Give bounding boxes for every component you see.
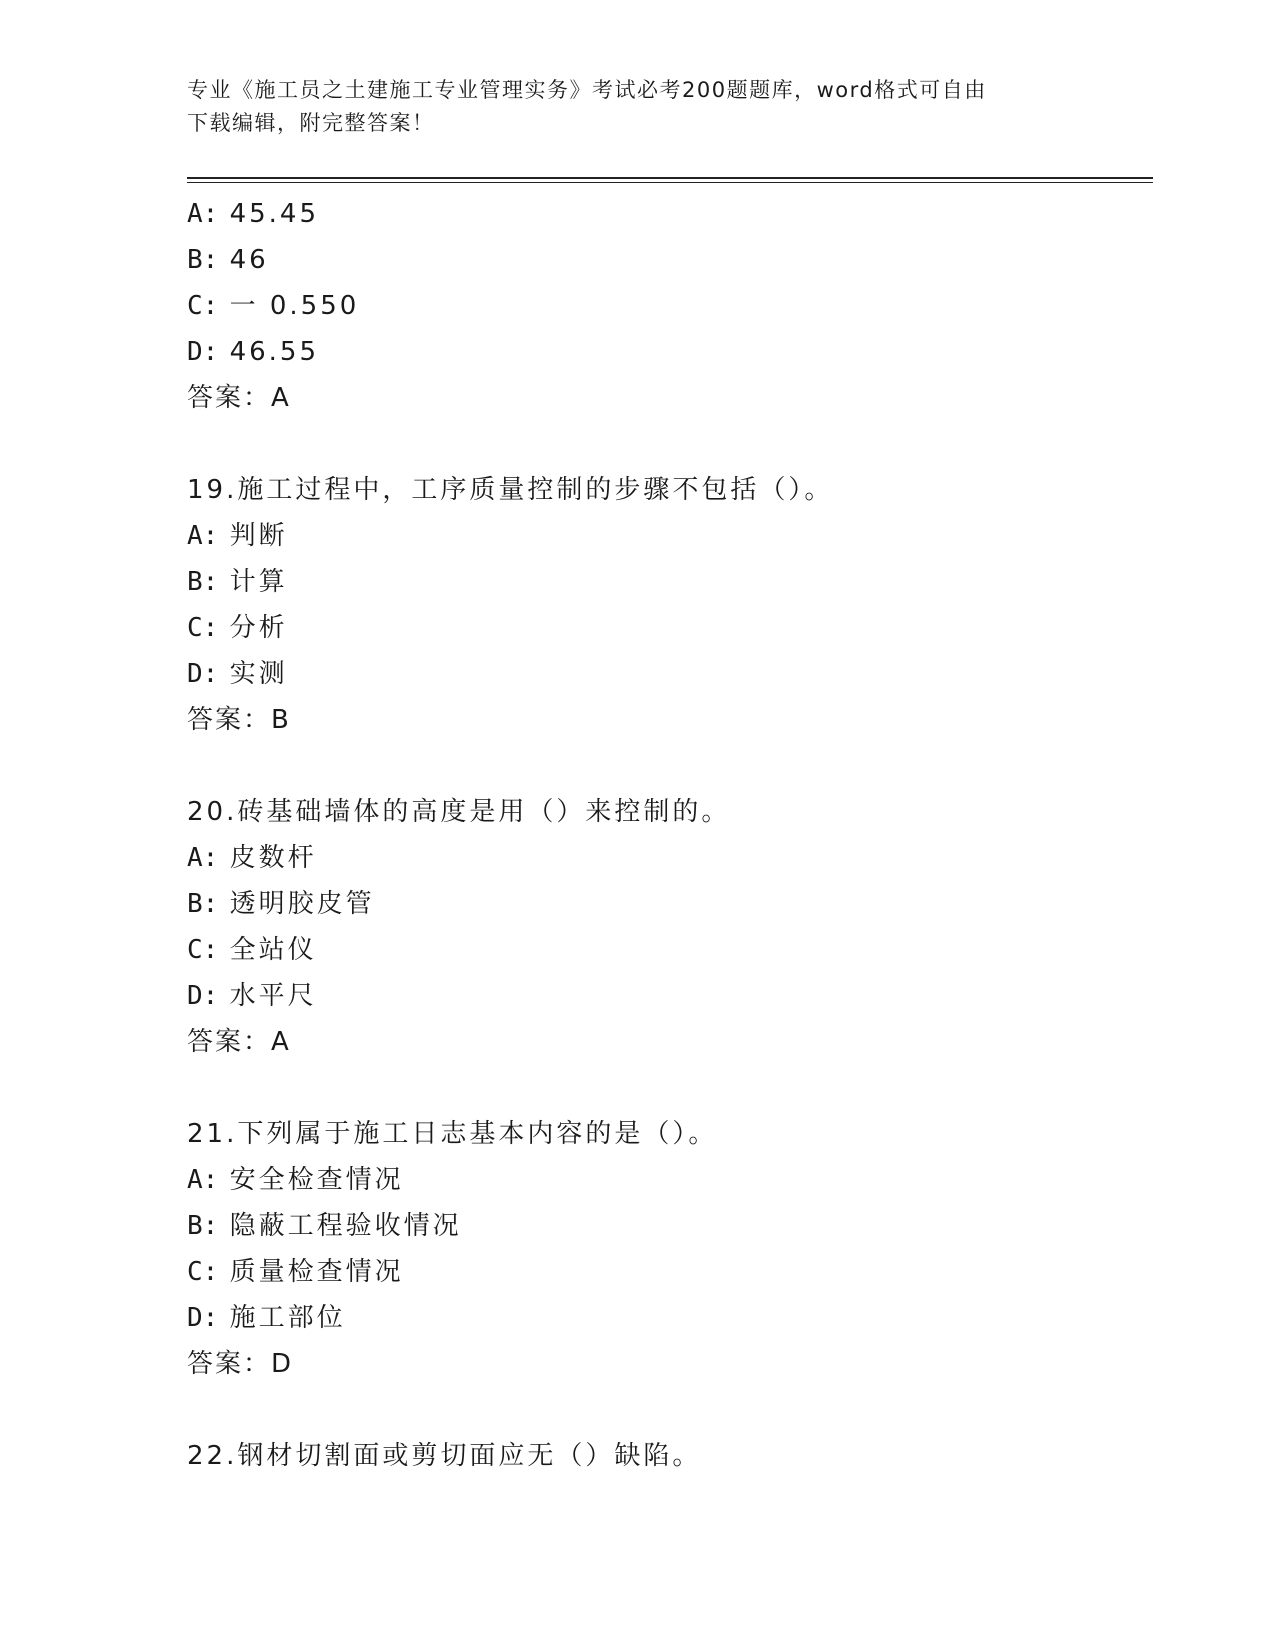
- answer-line: 答案：A: [187, 383, 291, 413]
- header-line-1: 专业《施工员之土建施工专业管理实务》考试必考200题题库，word格式可自由: [187, 78, 987, 102]
- option-letter: B:: [187, 1211, 219, 1241]
- question-stem: 19.施工过程中，工序质量控制的步骤不包括（）。: [187, 475, 834, 505]
- option-letter: C:: [187, 291, 219, 321]
- option-d: [187, 651, 1153, 697]
- option-text: 45.45: [229, 199, 320, 229]
- option-text: 分析: [229, 613, 288, 643]
- option-letter: B:: [187, 889, 219, 919]
- option-letter: D:: [187, 981, 219, 1011]
- document-header: [187, 74, 1067, 140]
- option-letter: A:: [187, 199, 219, 229]
- option-text: 质量检查情况: [229, 1257, 404, 1287]
- header-divider-thin: [187, 182, 1153, 183]
- option-b: [187, 1203, 1153, 1249]
- option-c: [187, 927, 1153, 973]
- option-text: 施工部位: [229, 1303, 346, 1333]
- option-letter: C:: [187, 1257, 219, 1287]
- answer-line: 答案：A: [187, 1027, 291, 1057]
- header-line-2: 下载编辑，附完整答案！: [187, 111, 435, 135]
- option-d: [187, 1295, 1153, 1341]
- option-d: [187, 973, 1153, 1019]
- option-a: [187, 1157, 1153, 1203]
- option-text: 隐蔽工程验收情况: [229, 1211, 462, 1241]
- header-divider: [187, 177, 1153, 179]
- question-list: [187, 191, 1153, 1479]
- option-letter: A:: [187, 1165, 219, 1195]
- option-text: 实测: [229, 659, 288, 689]
- option-text: 安全检查情况: [229, 1165, 404, 1195]
- option-a: [187, 835, 1153, 881]
- question-block-20: [187, 789, 1153, 1065]
- option-text: 皮数杆: [229, 843, 317, 873]
- question-block-22: [187, 1433, 1153, 1479]
- option-text: 计算: [229, 567, 288, 597]
- question-stem: 20.砖基础墙体的高度是用（）来控制的。: [187, 797, 731, 827]
- question-block-19: [187, 467, 1153, 743]
- option-b: [187, 559, 1153, 605]
- option-letter: C:: [187, 935, 219, 965]
- option-letter: A:: [187, 843, 219, 873]
- question-block-prev: [187, 191, 1153, 421]
- option-a: [187, 513, 1153, 559]
- option-text: 一 0.550: [229, 291, 360, 321]
- option-text: 全站仪: [229, 935, 317, 965]
- question-stem: 22.钢材切割面或剪切面应无（）缺陷。: [187, 1441, 702, 1471]
- option-letter: B:: [187, 567, 219, 597]
- option-c: [187, 1249, 1153, 1295]
- option-letter: A:: [187, 521, 219, 551]
- option-c: [187, 605, 1153, 651]
- option-text: 水平尺: [229, 981, 317, 1011]
- option-letter: C:: [187, 613, 219, 643]
- option-text: 透明胶皮管: [229, 889, 375, 919]
- option-letter: D:: [187, 337, 219, 367]
- answer-line: 答案：B: [187, 705, 291, 735]
- option-b: [187, 881, 1153, 927]
- option-text: 46: [229, 245, 269, 275]
- option-letter: D:: [187, 1303, 219, 1333]
- option-d: [187, 329, 1153, 375]
- option-text: 判断: [229, 521, 288, 551]
- answer-line: 答案：D: [187, 1349, 294, 1379]
- question-stem: 21.下列属于施工日志基本内容的是（）。: [187, 1119, 718, 1149]
- option-text: 46.55: [229, 337, 320, 367]
- option-a: [187, 191, 1153, 237]
- option-letter: B:: [187, 245, 219, 275]
- option-c: [187, 283, 1153, 329]
- option-b: [187, 237, 1153, 283]
- option-letter: D:: [187, 659, 219, 689]
- question-block-21: [187, 1111, 1153, 1387]
